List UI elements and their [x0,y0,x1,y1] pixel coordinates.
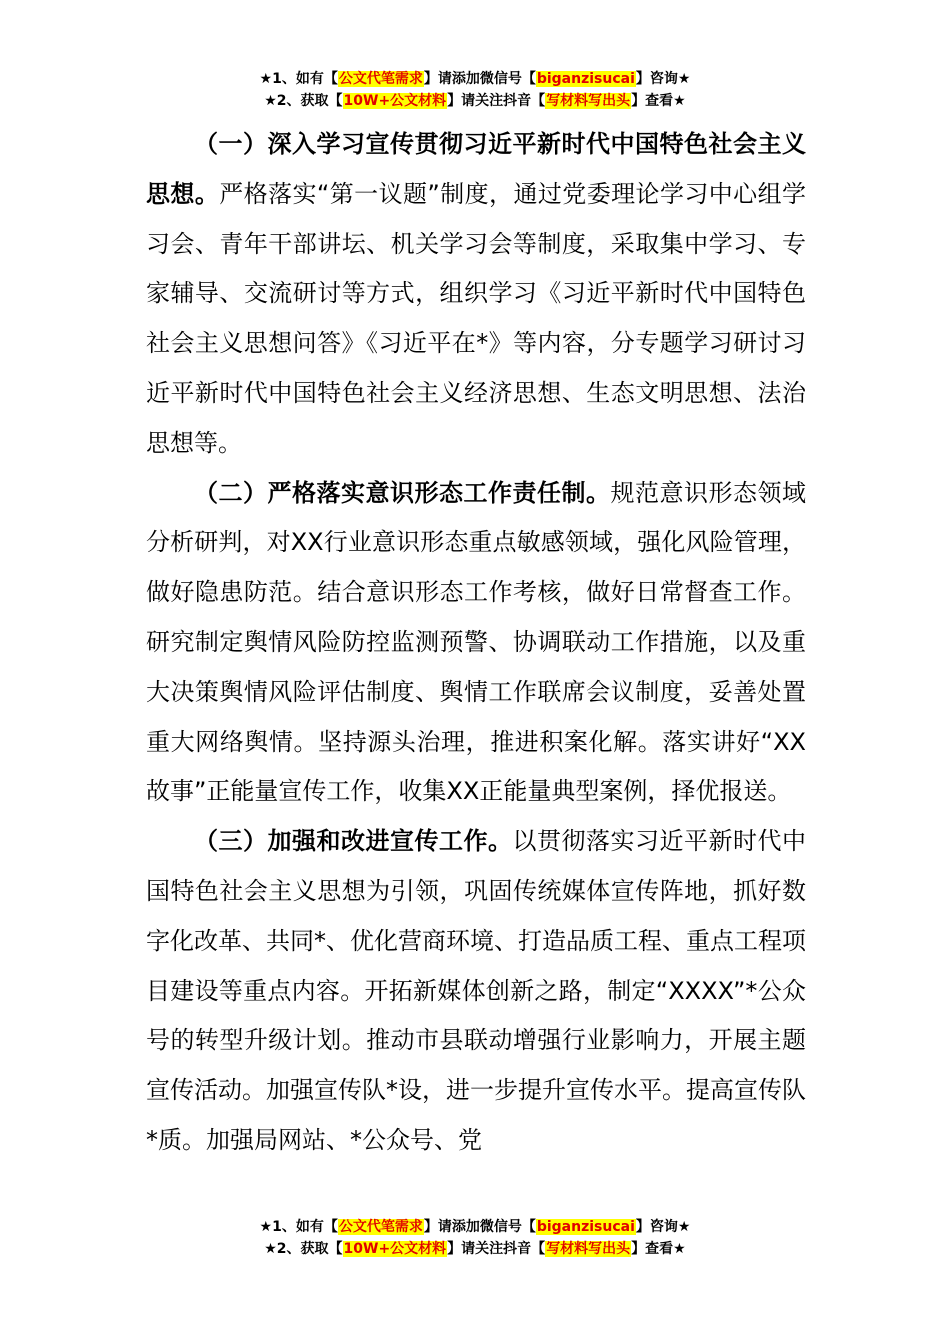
promo-text: 】查看★ [631,1241,686,1257]
promo-text: 】咨询★ [635,71,691,87]
promo-text: 】请添加微信号【 [423,71,536,87]
promo-highlight: 公文代笔需求 [338,1219,423,1235]
promo-highlight: 10W+公文材料 [343,93,447,109]
promo-banner-top [0,68,950,112]
promo-highlight: 公文代笔需求 [338,71,423,87]
paragraph-3 [146,817,806,1166]
wechat-id-highlight: biganzisucai [536,1219,635,1235]
promo-line-2 [0,1238,950,1260]
promo-text: 】查看★ [631,93,686,109]
paragraph-1 [146,120,806,469]
douyin-account-highlight: 写材料写出头 [546,93,631,109]
paragraph-2 [146,469,806,818]
promo-text: ★1、如有【 [259,71,338,87]
paragraph-heading: （二）严格落实意识形态工作责任制。 [194,478,611,507]
promo-text: ★1、如有【 [259,1219,338,1235]
paragraph-heading: （一）深入学习宣传贯彻习近平新时代中国特色社会主义思想。 [146,130,806,208]
douyin-account-highlight: 写材料写出头 [546,1241,631,1257]
promo-text: 】咨询★ [635,1219,691,1235]
promo-line-1 [0,68,950,90]
promo-banner-bottom [0,1216,950,1260]
document-body [146,120,806,1166]
promo-line-1 [0,1216,950,1238]
wechat-id-highlight: biganzisucai [536,71,635,87]
paragraph-heading: （三）加强和改进宣传工作。 [194,827,513,856]
paragraph-text: 严格落实“第一议题”制度，通过党委理论学习中心组学习会、青年干部讲坛、机关学习会等制度，采取集中学习、专家辅导、交流研讨等方式，组织学习《习近平新时代中国特色社会主义思想问答》《习近平在*》等内容，分专题学习研讨习近平新时代中国特色社会主义经济思想、生态文明思想、法治思想等。 [146,179,807,457]
promo-text: 】请添加微信号【 [423,1219,536,1235]
promo-text: 】请关注抖音【 [447,1241,546,1257]
promo-text: ★2、获取【 [264,1241,343,1257]
paragraph-text: 规范意识形态领域分析研判，对XX行业意识形态重点敏感领域，强化风险管理，做好隐患防范。结合意识形态工作考核，做好日常督查工作。研究制定舆情风险防控监测预警、协调联动工作措施，以及重大决策舆情风险评估制度、舆情工作联席会议制度，妥善处置重大网络舆情。坚持源头治理，推进积案化解。落实讲好“XX故事”正能量宣传工作，收集XX正能量典型案例，择优报送。 [146,478,806,806]
promo-text: 】请关注抖音【 [447,93,546,109]
paragraph-text: 以贯彻落实习近平新时代中国特色社会主义思想为引领，巩固传统媒体宣传阵地，抓好数字化改革、共同*、优化营商环境、打造品质工程、重点工程项目建设等重点内容。开拓新媒体创新之路，制定“XXXX”*公众号的转型升级计划。推动市县联动增强行业影响力，开展主题宣传活动。加强宣传队*设，进一步提升宣传水平。提高宣传队*质。加强局网站、*公众号、党 [146,827,806,1154]
promo-line-2 [0,90,950,112]
promo-highlight: 10W+公文材料 [343,1241,447,1257]
promo-text: ★2、获取【 [264,93,343,109]
